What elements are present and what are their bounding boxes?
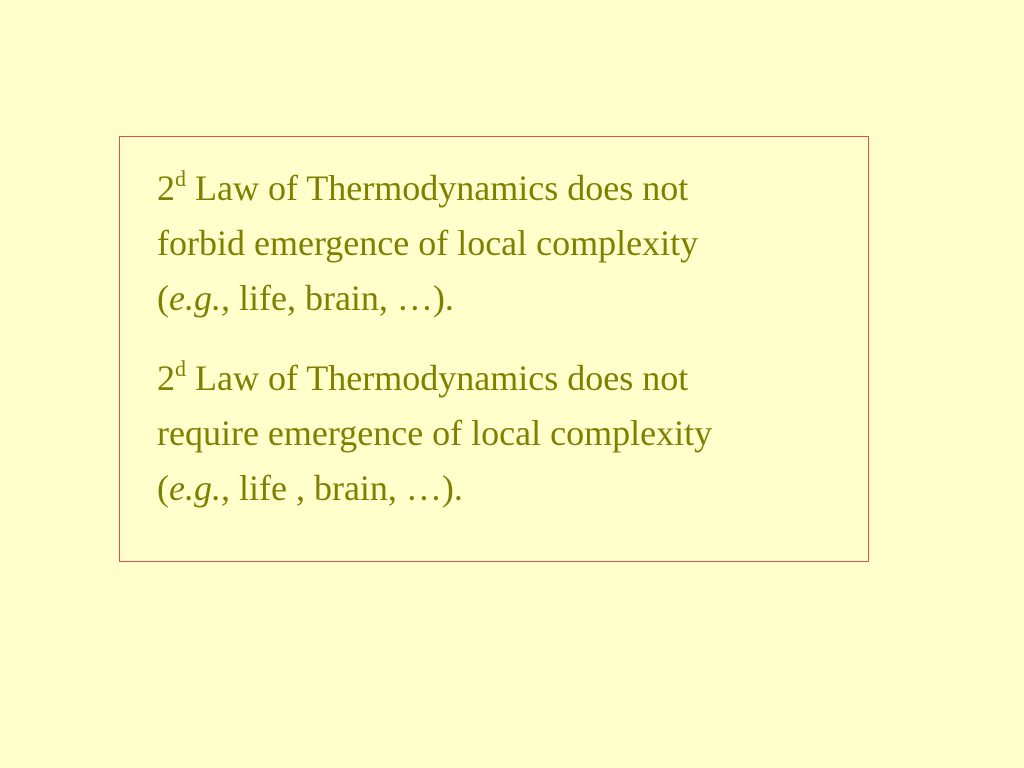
text-box xyxy=(119,136,869,562)
point-line-2: forbid emergence of local complexity xyxy=(157,223,699,263)
point-line-1 xyxy=(157,351,869,406)
point-require xyxy=(157,351,869,516)
open-paren: ( xyxy=(157,278,169,318)
line-text: Law of Thermodynamics does not xyxy=(186,168,689,208)
point-line-1 xyxy=(157,161,869,216)
ordinal-number: 2 xyxy=(157,168,175,208)
point-line-3 xyxy=(157,461,869,516)
ordinal-number: 2 xyxy=(157,358,175,398)
point-forbid xyxy=(157,161,869,326)
line-text: Law of Thermodynamics does not xyxy=(186,358,689,398)
examples-text: life, brain, …). xyxy=(229,278,454,318)
eg-abbrev: e.g., xyxy=(169,468,230,508)
open-paren: ( xyxy=(157,468,169,508)
examples-text: life , brain, …). xyxy=(229,468,463,508)
point-line-2: require emergence of local complexity xyxy=(157,413,713,453)
eg-abbrev: e.g., xyxy=(169,278,230,318)
point-line-3 xyxy=(157,271,869,326)
ordinal-suffix: d xyxy=(175,356,186,381)
ordinal-suffix: d xyxy=(175,166,186,191)
